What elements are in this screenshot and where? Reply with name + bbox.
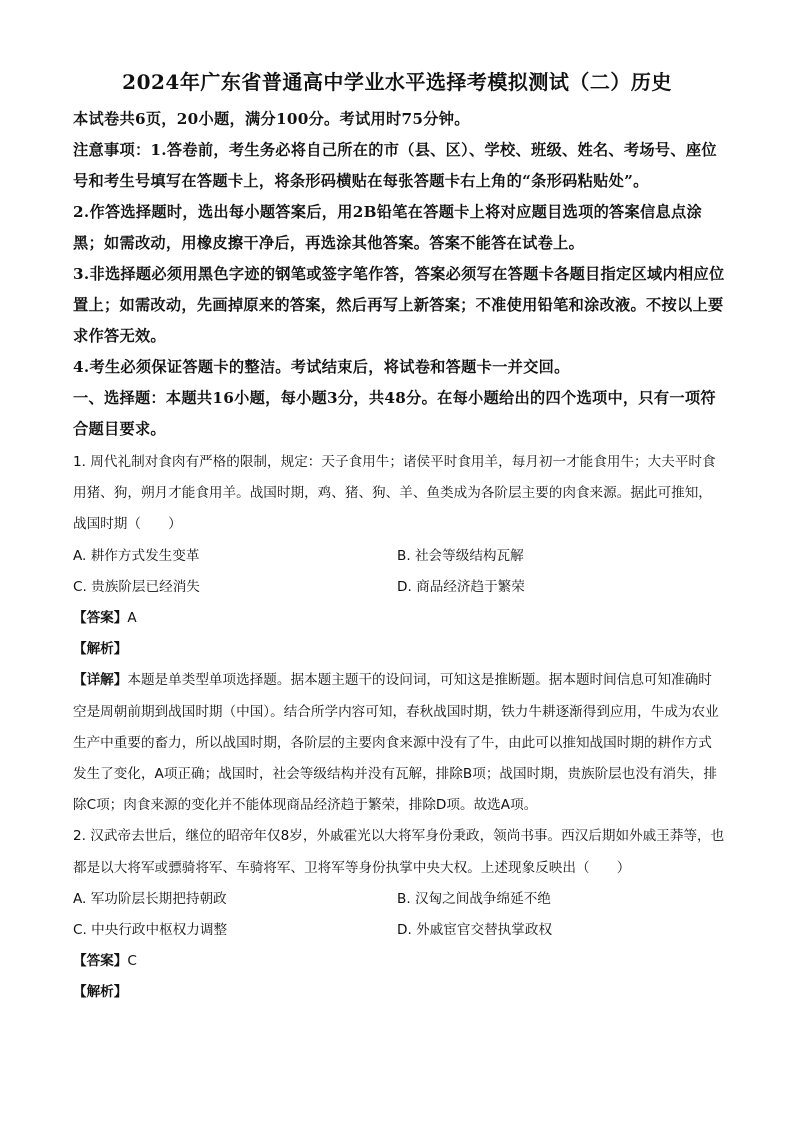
option-d: D. 外戚宦官交替执掌政权 [397, 922, 553, 939]
option-list [73, 884, 725, 946]
instruction-3: 3.非选择题必须用黑色字迹的钢笔或签字笔作答，答案必须写在答题卡各题目指定区域内相应位置上；如需改动，先画掉原来的答案，然后再写上新答案；不准使用铅笔和涂改液。不按以上要求作答无效。 [73, 265, 725, 345]
instruction-1: 注意事项：1.答卷前，考生务必将自己所在的市（县、区）、学校、班级、姓名、考场号、座位号和考生号填写在答题卡上，将条形码横贴在每张答题卡右上角的“条形码粘贴处”。 [73, 141, 717, 190]
exam-info: 本试卷共6页，20小题，满分100分。考试用时75分钟。 [73, 110, 470, 128]
option-list [73, 541, 725, 603]
option-a: A. 耕作方式发生变革 [73, 547, 200, 564]
detail-label: 【详解】 [73, 672, 128, 689]
detail-text: 本题是单类型单项选择题。据本题主题干的设问词，可知这是推断题。据本题时间信息可知准确时空是周朝前期到战国时期（中国）。结合所学内容可知，春秋战国时期，铁力牛耕逐渐得到应用，牛成为农业生产中重要的畜力，所以战国时期，各阶层的主要肉食来源中没有了牛，由此可以推知战国时期的耕作方式发生了变化，A项正确；战国时，社会等级结构并没有瓦解，排除B项；战国时期，贵族阶层也没有消失，排除C项；肉食来源的变化并不能体现商品经济趋于繁荣，排除D项。故选A项。 [73, 672, 719, 814]
section-heading: 一、选择题：本题共16小题，每小题3分，共48分。在每小题给出的四个选项中，只有一项符合题目要求。 [73, 389, 716, 438]
answer-line [73, 946, 725, 977]
option-b: B. 汉匈之间战争绵延不绝 [397, 890, 551, 907]
question-stem: 1. 周代礼制对食肉有严格的限制，规定：天子食用牛；诸侯平时食用羊，每月初一才能食用牛；大夫平时食用猪、狗，朔月才能食用羊。战国时期，鸡、猪、狗、羊、鱼类成为各阶层主要的肉食来源。据此可推知，战国时期（ ） [73, 454, 716, 533]
option-b: B. 社会等级结构瓦解 [397, 547, 524, 564]
instruction-2: 2.作答选择题时，选出每小题答案后，用2B铅笔在答题卡上将对应题目选项的答案信息点涂黑；如需改动，用橡皮擦干净后，再选涂其他答案。答案不能答在试卷上。 [73, 203, 702, 252]
answer-value: A [127, 610, 137, 627]
content [73, 104, 725, 1009]
page-title: 2024年广东省普通高中学业水平选择考模拟测试（二）历史 [122, 70, 672, 94]
answer-line [73, 603, 725, 634]
question-2 [73, 821, 725, 1008]
detail-paragraph [73, 665, 725, 821]
answer-label: 【答案】 [73, 953, 128, 970]
option-c: C. 中央行政中枢权力调整 [73, 922, 228, 939]
exam-instructions [73, 104, 725, 445]
answer-label: 【答案】 [73, 610, 128, 627]
analysis-label: 【解析】 [73, 984, 128, 1001]
analysis-label: 【解析】 [73, 641, 128, 658]
question-1 [73, 447, 725, 821]
option-d: D. 商品经济趋于繁荣 [397, 578, 525, 595]
option-c: C. 贵族阶层已经消失 [73, 578, 200, 595]
question-stem: 2. 汉武帝去世后，继位的昭帝年仅8岁，外戚霍光以大将军身份秉政，领尚书事。西汉后期如外戚王莽等，也都是以大将军或骠骑将军、车骑将军、卫将军等身份执掌中央大权。上述现象反映出（ ） [73, 828, 725, 876]
instruction-4: 4.考生必须保证答题卡的整洁。考试结束后，将试卷和答题卡一并交回。 [73, 358, 570, 376]
option-a: A. 军功阶层长期把持朝政 [73, 890, 227, 907]
answer-value: C [127, 953, 137, 970]
